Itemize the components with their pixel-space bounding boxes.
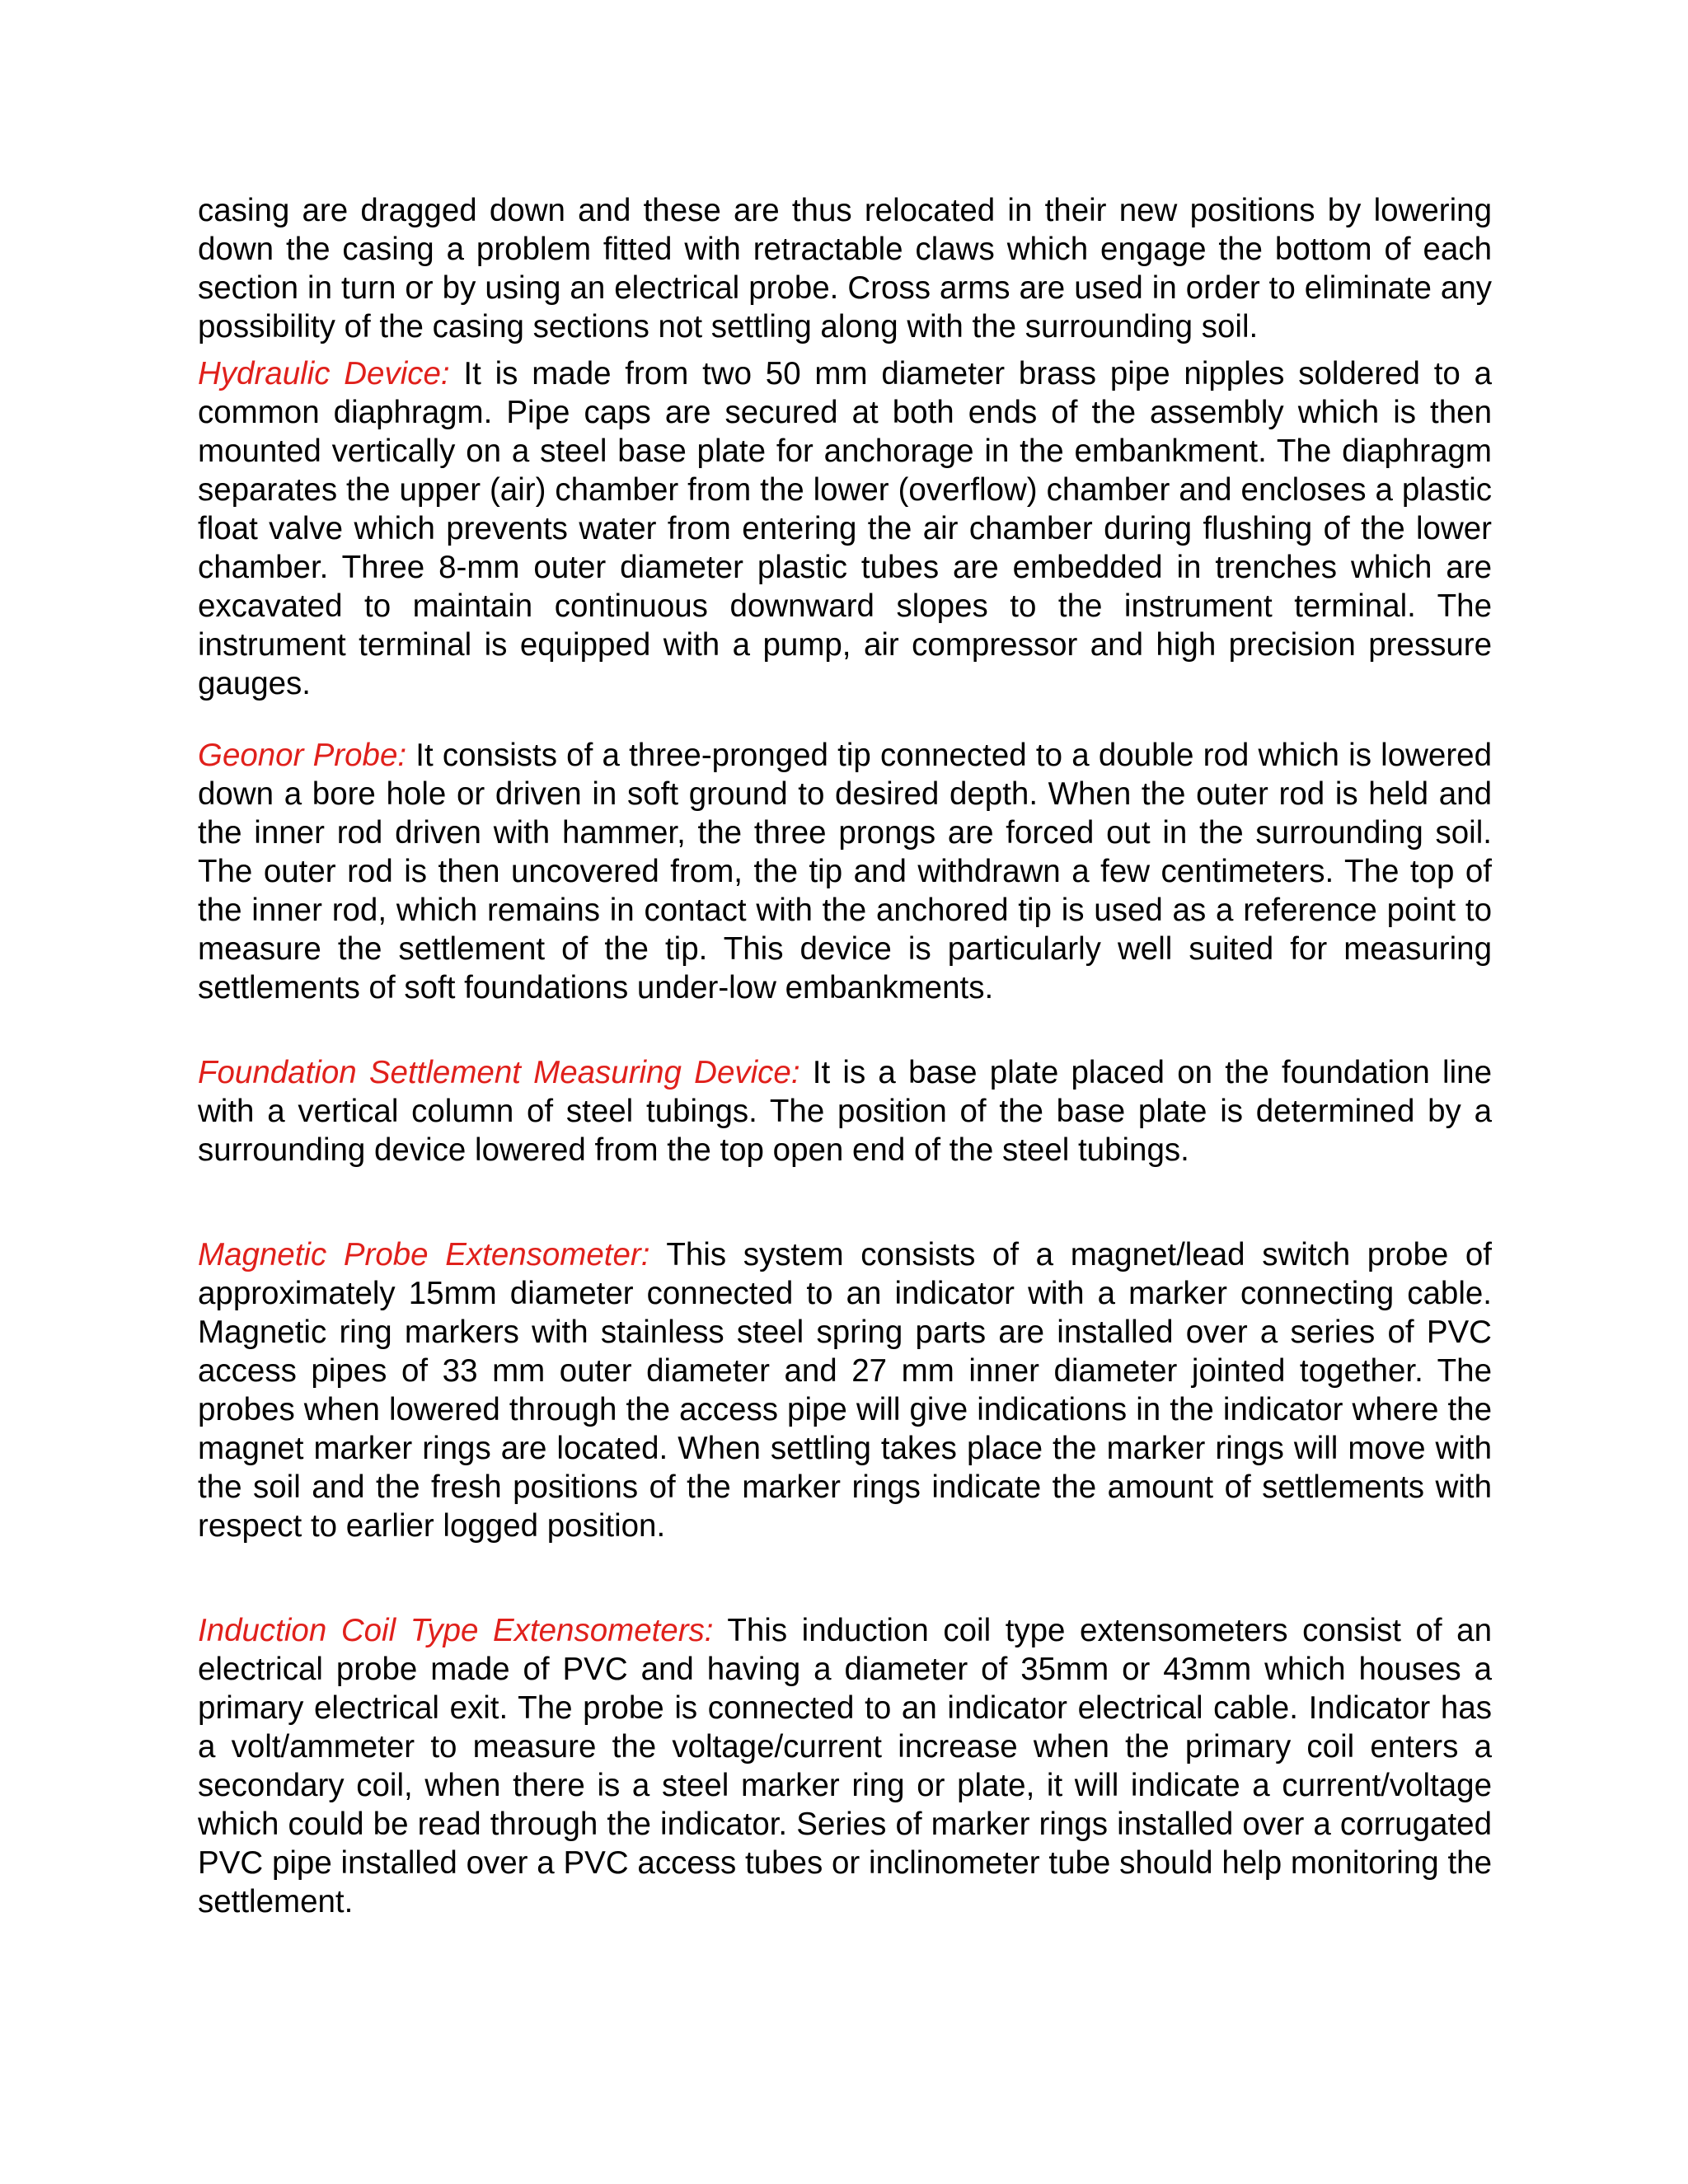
paragraph-geonor-probe — [198, 736, 1492, 1007]
term-heading: Hydraulic Device: — [198, 356, 450, 391]
term-heading: Foundation Settlement Measuring Device: — [198, 1055, 800, 1090]
paragraph-body: casing are dragged down and these are thus relocated in their new positions by lowering down the casing a problem fitted with retractable claws which engage the bottom of each section in turn or by using an electrical probe. Cross arms are used in order to eliminate any possibility of the casing sections not settling along with the surrounding soil. — [198, 193, 1492, 344]
paragraph-magnetic-probe-extensometer — [198, 1235, 1492, 1545]
paragraph-casing-continuation — [198, 191, 1492, 346]
term-heading: Geonor Probe: — [198, 738, 407, 773]
paragraph-hydraulic-device — [198, 354, 1492, 703]
paragraph-body: This system consists of a magnet/lead switch probe of approximately 15mm diameter connected to an indicator with a marker connecting cable. Magnetic ring markers with stainless steel spring parts are installed over a series of PVC access pipes of 33 mm outer diameter and 27 mm inner diameter jointed together. The probes when lowered through the access pipe will give indications in the indicator where the magnet marker rings are located. When settling takes place the marker rings will move with the soil and the fresh positions of the marker rings indicate the amount of settlements with respect to earlier logged position. — [198, 1237, 1492, 1544]
paragraph-induction-coil-extensometers — [198, 1611, 1492, 1921]
paragraph-body: It is made from two 50 mm diameter brass pipe nipples soldered to a common diaphragm. Pipe caps are secured at both ends of the assembly which is then mounted vertically on a steel base plate for anchorage in the embankment. The diaphragm separates the upper (air) chamber from the lower (overflow) chamber and encloses a plastic float valve which prevents water from entering the air chamber during flushing of the lower chamber. Three 8-mm outer diameter plastic tubes are embedded in trenches which are excavated to maintain continuous downward slopes to the instrument terminal. The instrument terminal is equipped with a pump, air compressor and high precision pressure gauges. — [198, 356, 1493, 701]
paragraph-body: This induction coil type extensometers consist of an electrical probe made of PVC and having a diameter of 35mm or 43mm which houses a primary electrical exit. The probe is connected to an indicator electrical cable. Indicator has a volt/ammeter to measure the voltage/current increase when the primary coil enters a secondary coil, when there is a steel marker ring or plate, it will indicate a current/voltage which could be read through the indicator. Series of marker rings installed over a corrugated PVC pipe installed over a PVC access tubes or inclinometer tube should help monitoring the settlement. — [198, 1613, 1493, 1919]
paragraph-foundation-settlement-device — [198, 1053, 1492, 1169]
paragraph-body: It consists of a three-pronged tip connected to a double rod which is lowered down a bore hole or driven in soft ground to desired depth. When the outer rod is held and the inner rod driven with hammer, the three prongs are forced out in the surrounding soil. The outer rod is then uncovered from, the tip and withdrawn a few centimeters. The top of the inner rod, which remains in contact with the anchored tip is used as a reference point to measure the settlement of the tip. This device is particularly well suited for measuring settlements of soft foundations under-low embankments. — [198, 738, 1492, 1005]
paragraph-body: It is a base plate placed on the foundation line with a vertical column of steel tubings. The position of the base plate is determined by a surrounding device lowered from the top open end of the steel tubings. — [198, 1055, 1492, 1168]
document-page — [198, 191, 1492, 1921]
term-heading: Induction Coil Type Extensometers: — [198, 1613, 714, 1648]
term-heading: Magnetic Probe Extensometer: — [198, 1237, 650, 1272]
